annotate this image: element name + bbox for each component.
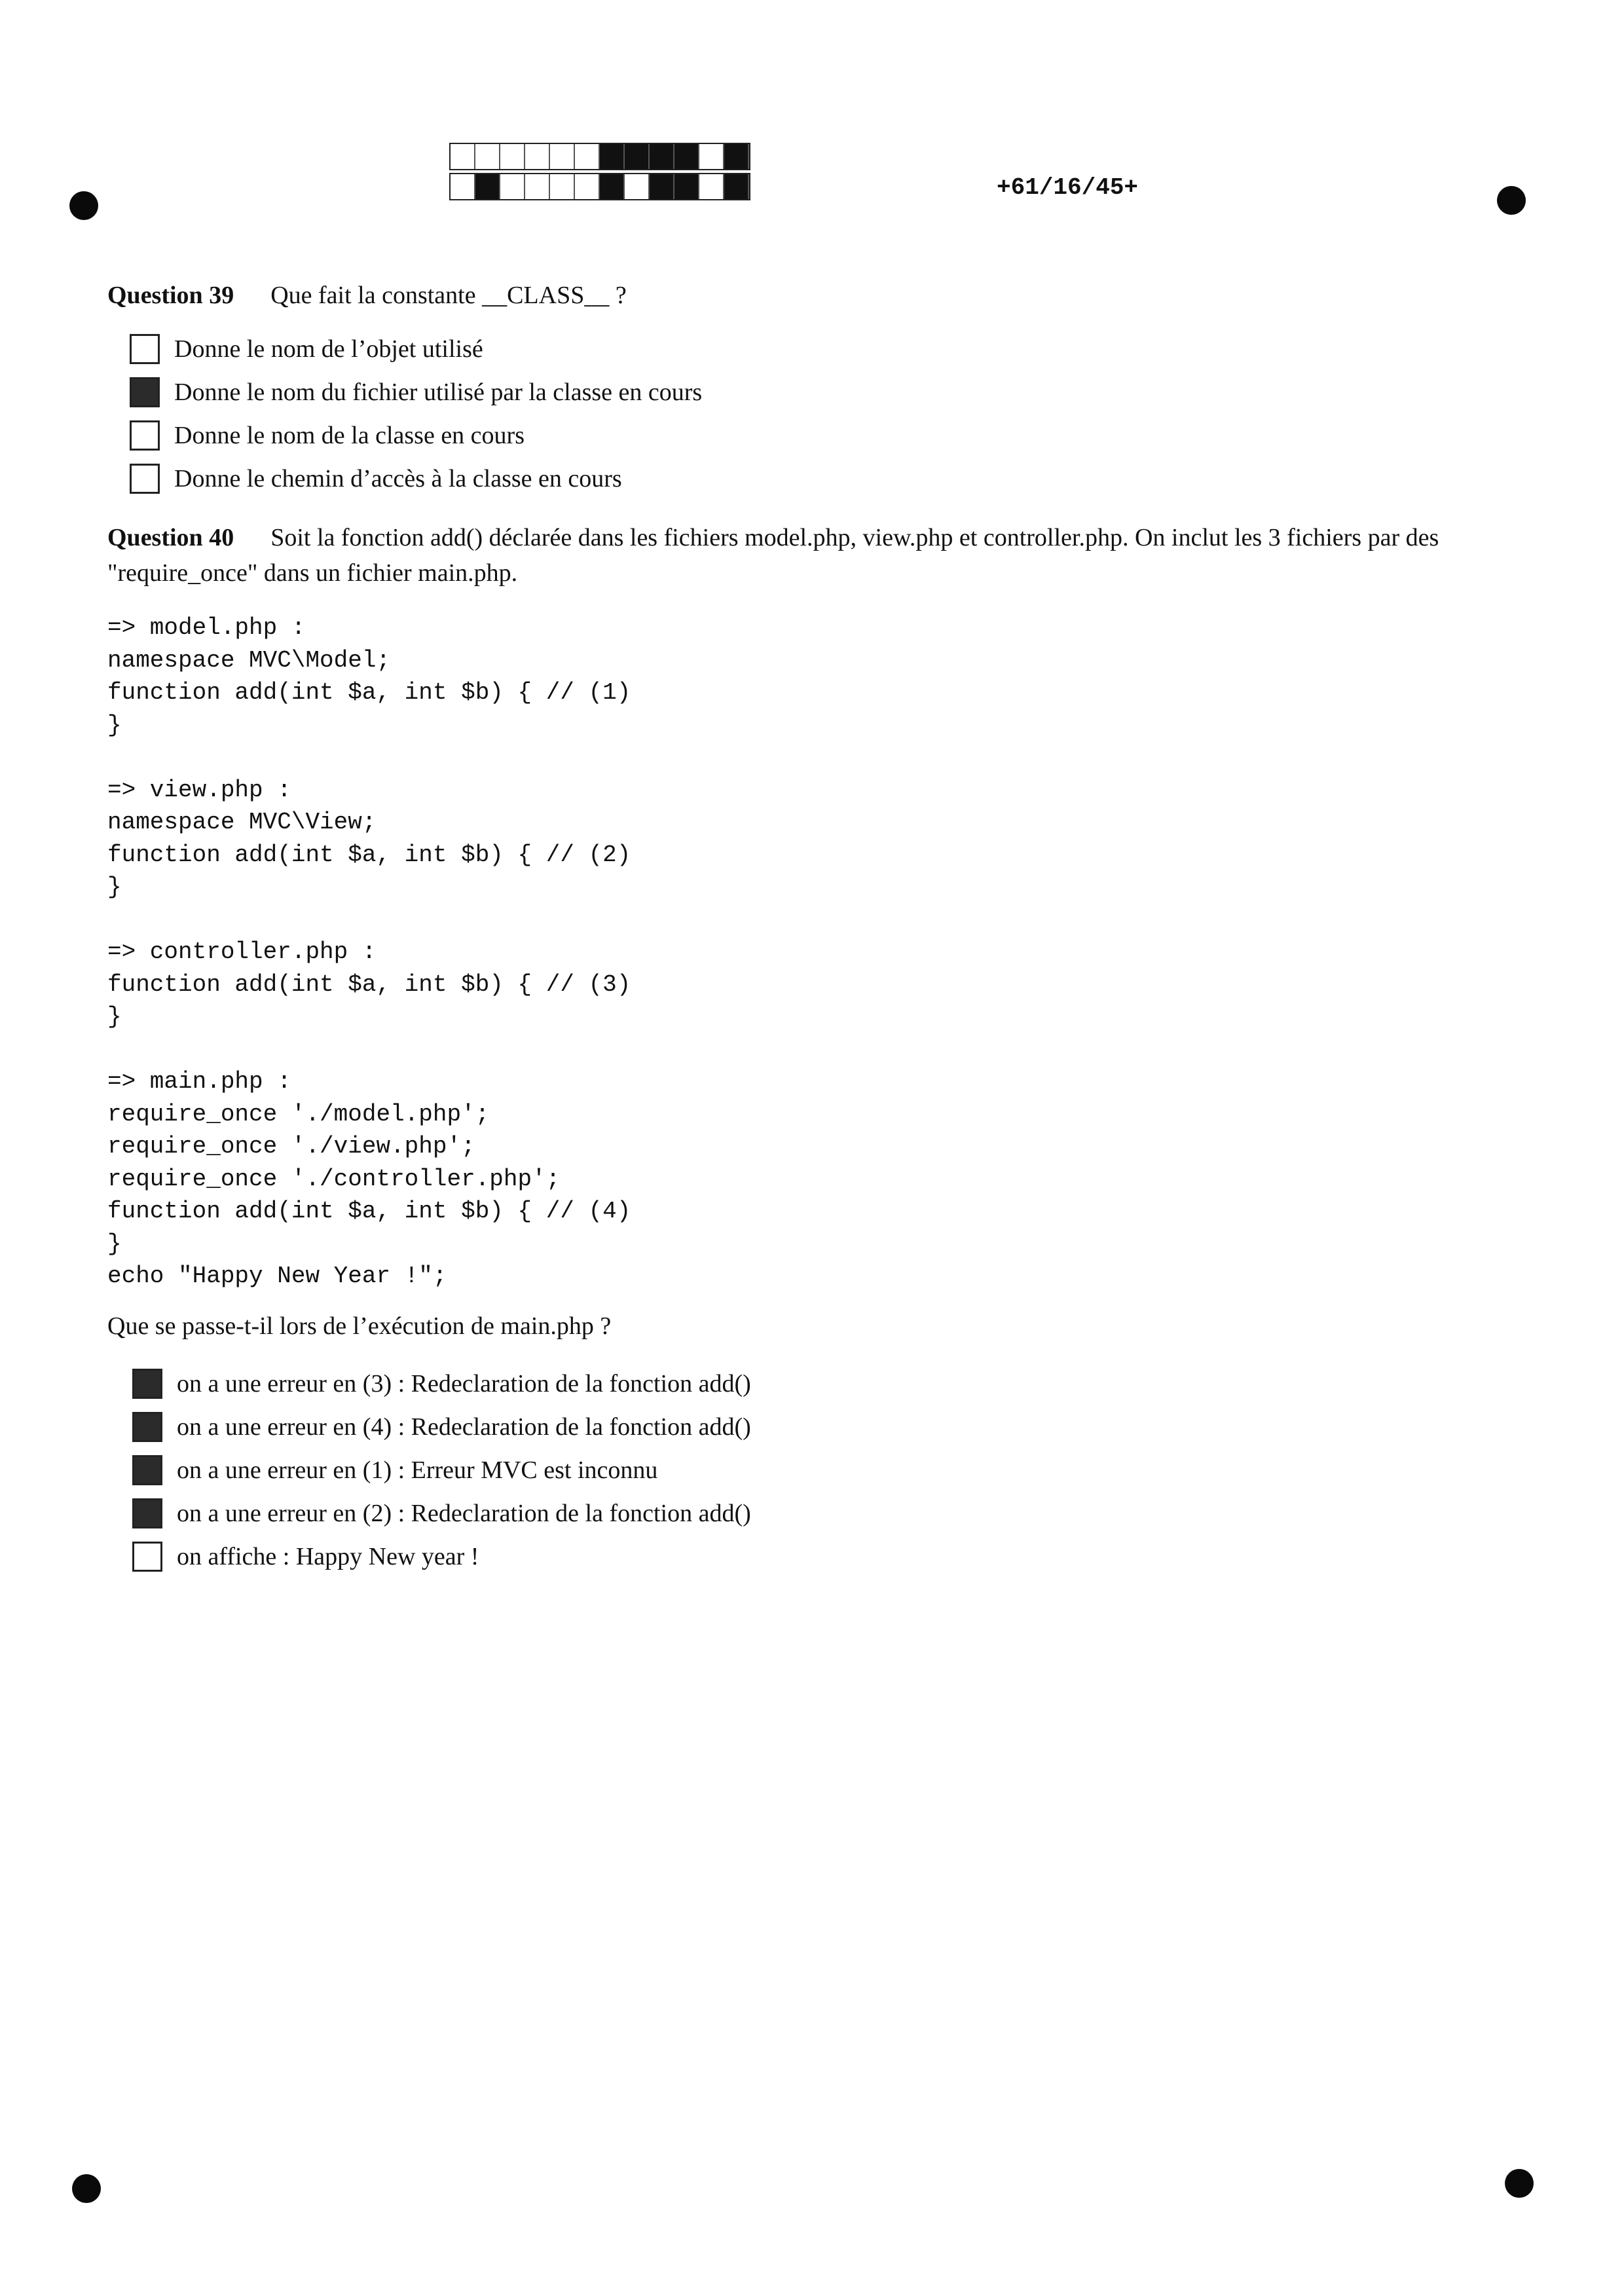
checkbox[interactable] [130,464,160,494]
question-text: Soit la fonction add() déclarée dans les fichiers model.php, view.php et controller.php. On inclut les 3 fichiers par des "require_once" dans un fichier main.php. [107,524,1439,587]
barcode-bottom [449,173,750,200]
barcode-cell [451,174,475,199]
option-label: on a une erreur en (2) : Redeclaration de la fonction add() [177,1500,751,1527]
option-label: Donne le nom du fichier utilisé par la classe en cours [174,379,703,406]
q39-option[interactable] [130,376,702,409]
barcode-cell [451,144,475,169]
q40-option[interactable] [132,1540,479,1573]
question-text: Que fait la constante __CLASS__ ? [270,282,627,309]
option-label: on a une erreur en (1) : Erreur MVC est inconnu [177,1456,658,1484]
barcode-cell [600,144,625,169]
q40-option[interactable] [132,1454,657,1487]
barcode-cell [600,174,625,199]
q39-option[interactable] [130,333,483,365]
barcode-cell [650,144,674,169]
barcode-cell [475,144,500,169]
option-label: on a une erreur en (4) : Redeclaration de la fonction add() [177,1413,751,1441]
barcode-cell [500,174,525,199]
barcode-cell [500,144,525,169]
barcode-cell [550,144,575,169]
barcode-cell [525,174,550,199]
barcode-cell [699,144,724,169]
q39-option[interactable] [130,462,622,495]
barcode-cell [575,174,600,199]
barcode-cell [575,144,600,169]
barcode-cell [724,144,749,169]
question-number: Question 39 [107,282,234,309]
barcode-cell [525,144,550,169]
question-40-heading [107,520,1489,591]
option-label: Donne le nom de l’objet utilisé [174,335,483,363]
checkbox[interactable] [130,420,160,451]
barcode-cell [674,144,699,169]
q40-option[interactable] [132,1367,751,1400]
registration-mark-bottom-left [72,2174,101,2203]
barcode-top [449,143,750,170]
barcode-cell [724,174,749,199]
registration-mark-bottom-right [1505,2169,1534,2198]
option-label: on affiche : Happy New year ! [177,1543,479,1570]
barcode-cell [550,174,575,199]
checkbox[interactable] [130,334,160,364]
barcode-cell [699,174,724,199]
checkbox[interactable] [132,1542,162,1572]
option-label: on a une erreur en (3) : Redeclaration de la fonction add() [177,1370,751,1398]
registration-mark-top-left [69,191,98,220]
question-prompt: Que se passe-t-il lors de l’exécution de main.php ? [107,1312,612,1340]
option-label: Donne le chemin d’accès à la classe en cours [174,465,622,492]
q40-option[interactable] [132,1497,751,1530]
q39-option[interactable] [130,419,525,452]
checkbox[interactable] [132,1412,162,1442]
checkbox[interactable] [130,377,160,407]
registration-mark-top-right [1497,186,1526,215]
code-listing: => model.php : namespace MVC\Model; function add(int $a, int $b) { // (1) } => view.php : namespace MVC\View; function add(int $a, int $b) { // (2) } => controller.php : function add(int $a, int $b) { // (3) } => main.php : require_once './model.php'; require_once './view.php'; require_once './controller.php'; function add(int $a, int $b) { // (4) } echo "Happy New Year !"; [107,614,631,1289]
checkbox[interactable] [132,1498,162,1528]
question-39-heading [107,278,627,313]
question-number: Question 40 [107,524,234,551]
barcode-cell [650,174,674,199]
q40-option[interactable] [132,1411,751,1443]
sheet-code: +61/16/45+ [997,174,1139,201]
checkbox[interactable] [132,1369,162,1399]
barcode-cell [475,174,500,199]
barcode-cell [674,174,699,199]
barcode-cell [625,174,650,199]
barcode-cell [625,144,650,169]
option-label: Donne le nom de la classe en cours [174,422,525,449]
checkbox[interactable] [132,1455,162,1485]
